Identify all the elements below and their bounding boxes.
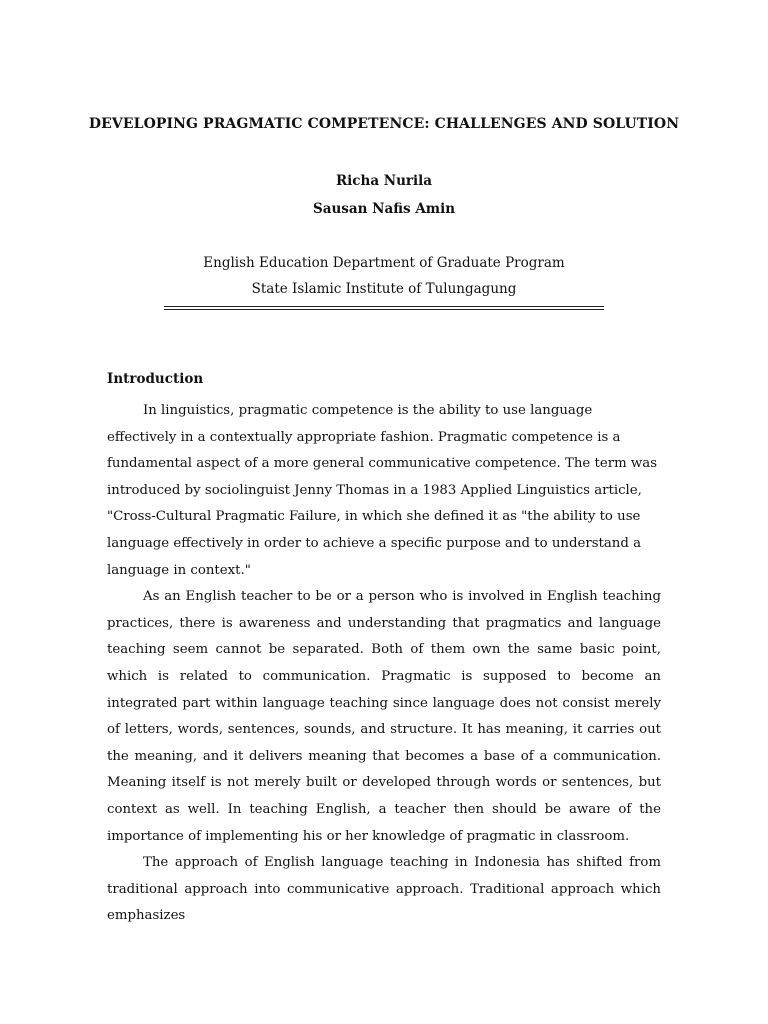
body-text [107, 398, 661, 930]
author-name: Richa Nurila [335, 173, 433, 189]
double-rule-divider [164, 306, 604, 310]
affiliation-line: State Islamic Institute of Tulungagung [251, 281, 517, 297]
section-heading: Introduction [107, 371, 204, 387]
paragraph: In linguistics, pragmatic competence is the ability to use language effectively in a contextually appropriate fashion. Pragmatic competence is a fundamental aspect of a more general communicative competence. The term was introduced by sociolinguist Jenny Thomas in a 1983 Applied Linguistics article, "Cross-Cultural Pragmatic Failure, in which she defined it as "the ability to use language effectively in order to achieve a specific purpose and to understand a language in context." [107, 403, 658, 578]
affiliation-line: English Education Department of Graduate Program [203, 255, 565, 271]
paragraph: As an English teacher to be or a person who is involved in English teaching practices, there is awareness and understanding that pragmatics and language teaching seem cannot be separated. Both of them own the same basic point, which is related to communication. Pragmatic is supposed to become an integrated part within language teaching since language does not consist merely of letters, words, sentences, sounds, and structure. It has meaning, it carries out the meaning, and it delivers meaning that becomes a base of a communication. Meaning itself is not merely built or developed through words or sentences, but context as well. In teaching English, a teacher then should be aware of the importance of implementing his or her knowledge of pragmatic in classroom. [107, 589, 661, 844]
paragraph: The approach of English language teaching in Indonesia has shifted from traditional approach into communicative approach. Traditional approach which emphasizes [107, 855, 661, 924]
author-name: Sausan Nafis Amin [312, 201, 456, 217]
paper-title: DEVELOPING PRAGMATIC COMPETENCE: CHALLENGES AND SOLUTION [88, 116, 680, 132]
